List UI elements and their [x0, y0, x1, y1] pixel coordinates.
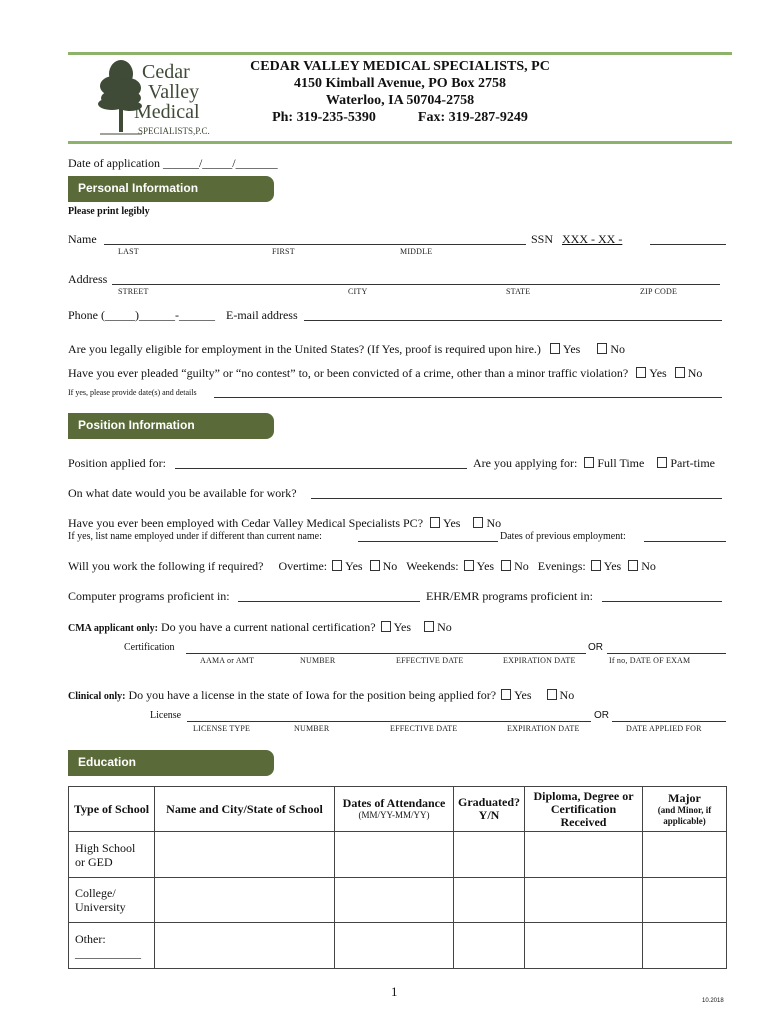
- evenings-yes-checkbox[interactable]: [591, 560, 601, 571]
- overtime-label: Overtime:: [278, 559, 328, 573]
- name-label: Name: [68, 232, 97, 246]
- weekends-no-label: No: [514, 559, 529, 573]
- conviction-text: Have you ever pleaded “guilty” or “no contest” to, or been convicted of a crime, other than a minor traffic violation?: [68, 366, 629, 380]
- previous-dates-line[interactable]: [644, 541, 726, 542]
- header-school-name: Name and City/State of School: [155, 787, 335, 832]
- clinical-yes-label: Yes: [514, 688, 532, 702]
- table-row: [69, 878, 727, 923]
- certification-label: Certification: [124, 642, 175, 653]
- cma-question: [68, 620, 452, 635]
- cedar-valley-logo: [92, 56, 212, 140]
- cma-text: Do you have a current national certification?: [161, 620, 376, 634]
- availability-line[interactable]: [311, 498, 722, 499]
- eligibility-question: [68, 342, 625, 357]
- previous-employment-question: [68, 516, 501, 531]
- row-type-line2: University: [75, 900, 126, 914]
- row-type-cell: [69, 878, 155, 923]
- license-label: License: [150, 710, 182, 721]
- address-sub-city: CITY: [348, 287, 368, 296]
- name-sub-middle: MIDDLE: [400, 247, 433, 256]
- section-title: Education: [78, 755, 137, 769]
- cert-sub-expiration: EXPIRATION DATE: [503, 656, 576, 665]
- name-sub-last: LAST: [118, 247, 139, 256]
- form-version: 10.2018: [702, 998, 724, 1004]
- ssn-label: SSN: [531, 232, 554, 246]
- address-input-line[interactable]: [112, 284, 720, 285]
- section-title: Position Information: [78, 418, 195, 432]
- header-top-rule: [68, 52, 732, 55]
- phone-field[interactable]: Phone (_____)______-______: [68, 308, 215, 322]
- license-sub-applied: DATE APPLIED FOR: [626, 724, 702, 733]
- graduated-cell[interactable]: [454, 923, 525, 969]
- license-sub-expiration: EXPIRATION DATE: [507, 724, 580, 733]
- header-diploma: Diploma, Degree or Certification Received: [525, 787, 643, 832]
- header-dates: [335, 787, 454, 832]
- clinical-text: Do you have a license in the state of Iowa for the position being applied for?: [128, 688, 497, 702]
- previous-employment-text: Have you ever been employed with Cedar Valley Medical Specialists PC?: [68, 516, 424, 530]
- work-following-question: [68, 559, 656, 574]
- diploma-cell[interactable]: [525, 832, 643, 878]
- major-cell[interactable]: [643, 878, 727, 923]
- conviction-no-label: No: [687, 366, 703, 380]
- row-type-cell: [69, 923, 155, 969]
- license-sub-number: NUMBER: [294, 724, 330, 733]
- major-cell[interactable]: [643, 923, 727, 969]
- section-title: Personal Information: [78, 181, 199, 195]
- company-street: 4150 Kimball Avenue, PO Box 2758: [293, 76, 507, 91]
- education-table: [68, 786, 727, 969]
- ssn-last-digits-line[interactable]: [650, 244, 726, 245]
- email-input-line[interactable]: [304, 320, 722, 321]
- cert-sub-number: NUMBER: [300, 656, 336, 665]
- evenings-no-label: No: [641, 559, 656, 573]
- address-label: Address: [68, 272, 108, 286]
- exam-date-line[interactable]: [607, 653, 726, 654]
- company-contact: [210, 109, 590, 126]
- cert-sub-exam-date: If no, DATE OF EXAM: [609, 656, 691, 665]
- evenings-no-checkbox[interactable]: [628, 560, 638, 571]
- part-time-label: Part-time: [670, 456, 715, 470]
- header-dates-text: Dates of Attendance: [342, 796, 446, 810]
- name-input-line[interactable]: [104, 244, 526, 245]
- page-number: 1: [391, 984, 398, 999]
- section-position-information: [68, 413, 274, 439]
- diploma-cell[interactable]: [525, 923, 643, 969]
- work-following-text: Will you work the following if required?: [68, 559, 264, 573]
- conviction-yes-checkbox[interactable]: [636, 367, 646, 378]
- school-name-cell[interactable]: [155, 923, 335, 969]
- full-time-label: Full Time: [597, 456, 645, 470]
- header-dates-sub: (MM/YY-MM/YY): [358, 810, 430, 820]
- eligible-yes-label: Yes: [562, 342, 581, 356]
- row-type-cell: [69, 832, 155, 878]
- eligible-yes-checkbox[interactable]: [550, 343, 560, 354]
- weekends-label: Weekends:: [406, 559, 459, 573]
- conviction-details-line[interactable]: [214, 397, 722, 398]
- ssn-value: XXX - XX -: [562, 232, 623, 246]
- prev-employed-yes-checkbox[interactable]: [430, 517, 440, 528]
- company-name: CEDAR VALLEY MEDICAL SPECIALISTS, PC: [250, 59, 550, 74]
- programs-line[interactable]: [238, 601, 420, 602]
- header-major-sub: (and Minor, if applicable): [657, 804, 712, 826]
- conviction-yes-label: Yes: [649, 366, 667, 380]
- previous-name-line[interactable]: [358, 541, 498, 542]
- cert-sub-aama: AAMA or AMT: [200, 656, 255, 665]
- conviction-question: [68, 366, 702, 381]
- name-sub-first: FIRST: [272, 247, 295, 256]
- header-major-text: Major: [668, 790, 701, 805]
- certification-line[interactable]: [186, 653, 586, 654]
- print-legibly-note: Please print legibly: [68, 206, 150, 217]
- dates-cell[interactable]: [335, 878, 454, 923]
- graduated-cell[interactable]: [454, 832, 525, 878]
- position-applied-line[interactable]: [175, 468, 467, 469]
- availability-label: On what date would you be available for work?: [68, 486, 297, 500]
- evenings-label: Evenings:: [537, 559, 586, 573]
- address-sub-zip: ZIP CODE: [640, 287, 678, 296]
- eligible-no-label: No: [610, 342, 626, 356]
- company-fax: Fax: 319-287-9249: [417, 110, 528, 125]
- overtime-no-label: No: [382, 559, 398, 573]
- row-type-line1: High School: [75, 840, 136, 855]
- table-row: [69, 923, 727, 969]
- section-personal-information: [68, 176, 274, 202]
- previous-name-label: If yes, list name employed under if different than current name:: [68, 531, 322, 542]
- section-education: [68, 750, 274, 776]
- address-sub-street: STREET: [118, 287, 149, 296]
- cma-no-label: No: [437, 620, 452, 634]
- row-type-line1: College/: [75, 886, 116, 900]
- cma-yes-label: Yes: [393, 620, 412, 634]
- certification-or: OR: [588, 642, 603, 653]
- row-type-line1: Other:: [75, 931, 106, 946]
- license-line[interactable]: [187, 721, 591, 722]
- evenings-yes-label: Yes: [603, 559, 622, 573]
- graduated-cell[interactable]: [454, 878, 525, 923]
- overtime-yes-label: Yes: [345, 559, 363, 573]
- conviction-no-checkbox[interactable]: [675, 367, 685, 378]
- logo-word-specialists: SPECIALISTS,P.C.: [138, 126, 210, 136]
- dates-cell[interactable]: [335, 832, 454, 878]
- dates-cell[interactable]: [335, 923, 454, 969]
- license-or: OR: [594, 710, 609, 721]
- clinical-no-checkbox[interactable]: [547, 689, 557, 700]
- school-name-cell[interactable]: [155, 832, 335, 878]
- header-graduated-sub: Y/N: [478, 808, 500, 822]
- logo-word-cedar: Cedar: [142, 61, 190, 83]
- prev-employed-no-label: No: [486, 516, 502, 530]
- cma-no-checkbox[interactable]: [424, 621, 434, 632]
- eligibility-text: Are you legally eligible for employment in the United States? (If Yes, proof is required upon hire.): [68, 342, 541, 356]
- major-cell[interactable]: [643, 832, 727, 878]
- clinical-lead: Clinical only:: [68, 691, 126, 702]
- table-row: [69, 832, 727, 878]
- weekends-yes-checkbox[interactable]: [464, 560, 474, 571]
- company-phone: Ph: 319-235-5390: [272, 110, 376, 125]
- clinical-yes-checkbox[interactable]: [501, 689, 511, 700]
- weekends-no-checkbox[interactable]: [501, 560, 511, 571]
- license-sub-effective: EFFECTIVE DATE: [390, 724, 458, 733]
- prev-employed-yes-label: Yes: [443, 516, 461, 530]
- programs-label: Computer programs proficient in:: [68, 589, 230, 603]
- header-graduated: [454, 787, 525, 832]
- header-major: [643, 787, 727, 832]
- applying-for-label: Are you applying for:: [473, 456, 578, 470]
- previous-dates-label: Dates of previous employment:: [500, 531, 626, 542]
- weekends-yes-label: Yes: [476, 559, 495, 573]
- license-sub-type: LICENSE TYPE: [193, 724, 251, 733]
- logo-word-valley: Valley: [148, 81, 200, 103]
- row-type-line2: ___________: [75, 945, 141, 960]
- conviction-details-label: If yes, please provide date(s) and details: [68, 388, 197, 397]
- header-graduated-text: Graduated?: [458, 795, 521, 809]
- prev-employed-no-checkbox[interactable]: [473, 517, 483, 528]
- address-sub-state: STATE: [506, 287, 531, 296]
- employment-type-group: [473, 456, 715, 471]
- clinical-no-label: No: [559, 688, 575, 702]
- position-applied-label: Position applied for:: [68, 456, 166, 470]
- ehr-line[interactable]: [602, 601, 722, 602]
- cma-yes-checkbox[interactable]: [381, 621, 391, 632]
- overtime-no-checkbox[interactable]: [370, 560, 380, 571]
- overtime-yes-checkbox[interactable]: [332, 560, 342, 571]
- part-time-checkbox[interactable]: [657, 457, 667, 468]
- company-header: [210, 58, 590, 126]
- header-type-of-school: Type of School: [69, 787, 155, 832]
- ehr-label: EHR/EMR programs proficient in:: [426, 589, 593, 603]
- school-name-cell[interactable]: [155, 878, 335, 923]
- clinical-question: [68, 688, 574, 703]
- header-bottom-rule: [68, 141, 732, 144]
- education-header-row: [69, 787, 727, 832]
- company-city: Waterloo, IA 50704-2758: [325, 93, 475, 108]
- date-of-application[interactable]: Date of application ______/_____/_______: [68, 156, 278, 170]
- full-time-checkbox[interactable]: [584, 457, 594, 468]
- row-type-line2: or GED: [75, 854, 113, 869]
- email-label: E-mail address: [226, 308, 298, 322]
- cert-sub-effective: EFFECTIVE DATE: [396, 656, 464, 665]
- diploma-cell[interactable]: [525, 878, 643, 923]
- cma-lead: CMA applicant only:: [68, 623, 159, 634]
- eligible-no-checkbox[interactable]: [597, 343, 607, 354]
- logo-word-medical: Medical: [134, 101, 200, 123]
- license-applied-line[interactable]: [612, 721, 726, 722]
